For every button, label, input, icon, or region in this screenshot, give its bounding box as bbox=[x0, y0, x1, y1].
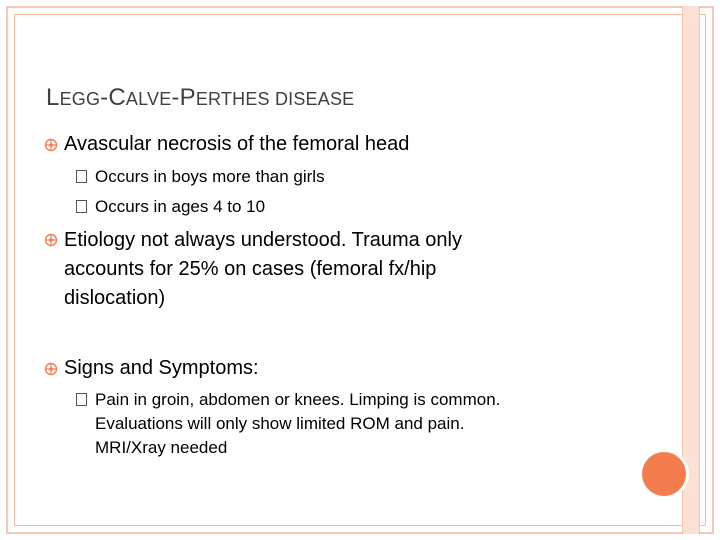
sub-bullet-line bbox=[76, 388, 636, 412]
title-text: P bbox=[179, 84, 196, 111]
slide-title bbox=[46, 76, 354, 113]
bullet-etiology bbox=[64, 226, 624, 313]
sub-bullet-text: Occurs in boys more than girls bbox=[95, 167, 325, 186]
title-text: ALVE bbox=[125, 89, 172, 109]
sub-bullet-boys-girls bbox=[76, 165, 636, 189]
sub-bullet-pain bbox=[76, 388, 636, 460]
fleuron-icon bbox=[44, 362, 58, 376]
accent-circle bbox=[642, 452, 686, 496]
checkbox-bullet-icon bbox=[76, 200, 87, 213]
checkbox-bullet-icon bbox=[76, 170, 87, 183]
checkbox-bullet-icon bbox=[76, 393, 87, 406]
title-text: ERTHES bbox=[195, 89, 275, 109]
sub-bullet-text: Occurs in ages 4 to 10 bbox=[95, 197, 266, 216]
sub-bullet-ages bbox=[76, 195, 636, 219]
title-text: L bbox=[46, 84, 60, 111]
sub-bullet-line: Evaluations will only show limited ROM and pain. bbox=[95, 414, 465, 433]
title-text: - bbox=[100, 84, 109, 111]
bullet-line: Etiology not always understood. Trauma only bbox=[64, 229, 462, 251]
sub-bullet-text: Pain in groin, abdomen or knees. Limping is common. bbox=[95, 390, 501, 409]
sub-bullet-line: MRI/Xray needed bbox=[95, 438, 228, 457]
title-text: DISEASE bbox=[274, 89, 355, 109]
bullet-line: accounts for 25% on cases (femoral fx/hip bbox=[64, 258, 437, 280]
title-text: C bbox=[108, 84, 126, 111]
bullet-signs-symptoms: Signs and Symptoms: bbox=[64, 357, 259, 379]
bullet-line: dislocation) bbox=[64, 287, 166, 309]
right-decorative-band bbox=[682, 6, 700, 534]
fleuron-icon bbox=[44, 138, 58, 152]
fleuron-icon bbox=[44, 233, 58, 247]
title-text: EGG bbox=[59, 89, 101, 109]
bullet-avascular-necrosis: Avascular necrosis of the femoral head bbox=[64, 133, 410, 155]
title-text: - bbox=[171, 84, 180, 111]
